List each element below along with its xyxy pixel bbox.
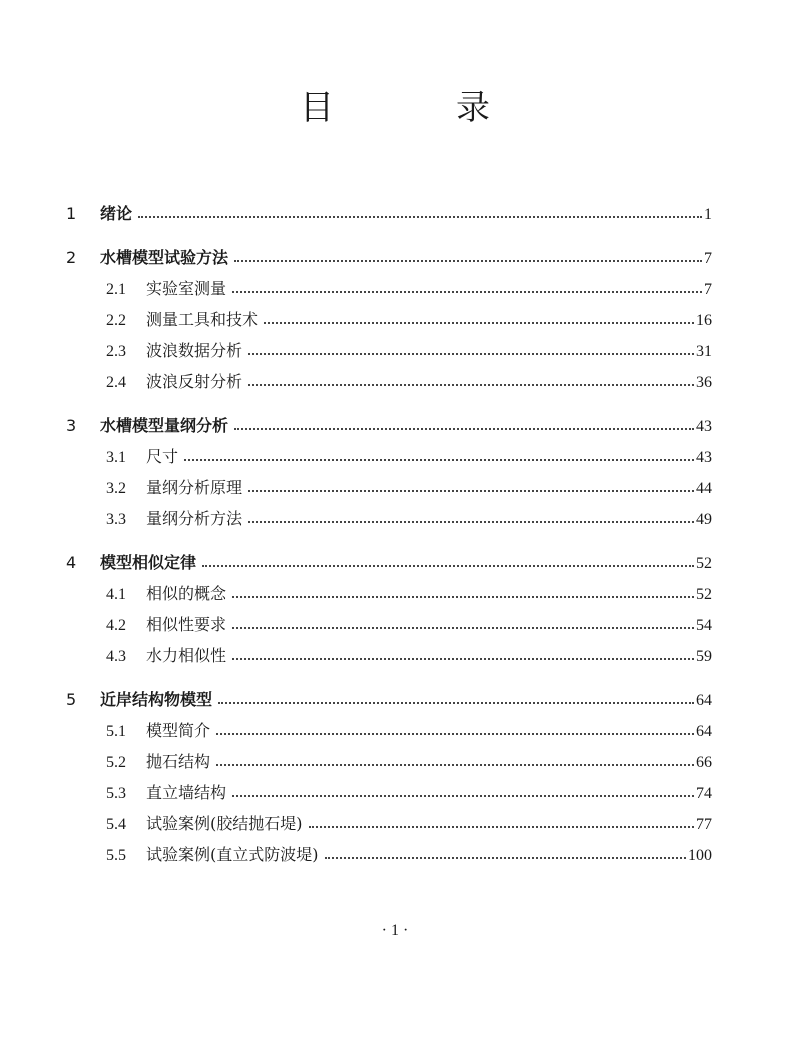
dot-leader bbox=[234, 427, 694, 430]
toc-section-entry[interactable] bbox=[66, 715, 712, 746]
dot-leader bbox=[248, 352, 694, 355]
dot-leader bbox=[325, 856, 687, 859]
entry-number: 2.2 bbox=[106, 312, 126, 329]
entry-number: 5.5 bbox=[106, 847, 126, 864]
entry-title: 模型简介 bbox=[146, 721, 211, 740]
dot-leader bbox=[184, 458, 694, 461]
entry-title: 尺寸 bbox=[146, 447, 179, 466]
entry-page: 77 bbox=[696, 816, 712, 833]
toc-section-entry[interactable] bbox=[66, 304, 712, 335]
toc-section-entry[interactable] bbox=[66, 578, 712, 609]
dot-leader bbox=[232, 794, 694, 797]
entry-title: 波浪反射分析 bbox=[146, 372, 243, 391]
toc-section-entry[interactable] bbox=[66, 335, 712, 366]
entry-number: 2.1 bbox=[106, 281, 126, 298]
dot-leader bbox=[248, 489, 694, 492]
entry-number: 3.1 bbox=[106, 449, 126, 466]
entry-page: 49 bbox=[696, 511, 712, 528]
toc-section-entry[interactable] bbox=[66, 366, 712, 397]
dot-leader bbox=[234, 259, 702, 262]
dot-leader bbox=[264, 321, 694, 324]
entry-title: 实验室测量 bbox=[146, 279, 227, 298]
entry-page: 43 bbox=[696, 449, 712, 466]
toc-section-entry[interactable] bbox=[66, 273, 712, 304]
table-of-contents bbox=[66, 198, 712, 883]
entry-number: 2 bbox=[66, 248, 77, 267]
toc-chapter-entry[interactable] bbox=[66, 410, 712, 441]
page-number: · 1 · bbox=[381, 922, 409, 939]
entry-number: 5 bbox=[66, 690, 77, 709]
entry-page: 64 bbox=[696, 692, 712, 709]
entry-title: 相似的概念 bbox=[146, 584, 227, 603]
entry-page: 7 bbox=[704, 250, 712, 267]
toc-chapter-entry[interactable] bbox=[66, 684, 712, 715]
dot-leader bbox=[216, 732, 694, 735]
dot-leader bbox=[232, 657, 694, 660]
entry-title: 波浪数据分析 bbox=[146, 341, 243, 360]
entry-number: 1 bbox=[66, 204, 77, 223]
toc-chapter-1 bbox=[66, 198, 712, 229]
entry-page: 43 bbox=[696, 418, 712, 435]
dot-leader bbox=[232, 595, 694, 598]
entry-page: 36 bbox=[696, 374, 712, 391]
page-title: 目 录 bbox=[300, 88, 534, 128]
dot-leader bbox=[232, 290, 702, 293]
toc-section-entry[interactable] bbox=[66, 472, 712, 503]
toc-section-entry[interactable] bbox=[66, 808, 712, 839]
entry-title: 绪论 bbox=[100, 204, 133, 223]
entry-title: 试验案例(直立式防波堤) bbox=[146, 845, 319, 864]
entry-number: 4 bbox=[66, 553, 77, 572]
entry-page: 44 bbox=[696, 480, 712, 497]
toc-section-entry[interactable] bbox=[66, 640, 712, 671]
dot-leader bbox=[248, 520, 694, 523]
entry-title: 量纲分析方法 bbox=[146, 509, 243, 528]
entry-page: 7 bbox=[704, 281, 712, 298]
entry-number: 3.3 bbox=[106, 511, 126, 528]
entry-number: 5.2 bbox=[106, 754, 126, 771]
dot-leader bbox=[218, 701, 694, 704]
entry-title: 相似性要求 bbox=[146, 615, 227, 634]
entry-page: 16 bbox=[696, 312, 712, 329]
entry-title: 水槽模型量纲分析 bbox=[100, 416, 229, 435]
entry-number: 3 bbox=[66, 416, 77, 435]
entry-number: 4.3 bbox=[106, 648, 126, 665]
toc-chapter-5 bbox=[66, 684, 712, 870]
entry-title: 水槽模型试验方法 bbox=[100, 248, 229, 267]
entry-title: 模型相似定律 bbox=[100, 553, 197, 572]
entry-page: 64 bbox=[696, 723, 712, 740]
dot-leader bbox=[202, 564, 694, 567]
entry-page: 74 bbox=[696, 785, 712, 802]
entry-page: 1 bbox=[704, 206, 712, 223]
entry-number: 2.3 bbox=[106, 343, 126, 360]
entry-page: 54 bbox=[696, 617, 712, 634]
toc-chapter-3 bbox=[66, 410, 712, 534]
entry-number: 3.2 bbox=[106, 480, 126, 497]
entry-page: 66 bbox=[696, 754, 712, 771]
entry-title: 试验案例(胶结抛石堤) bbox=[146, 814, 303, 833]
toc-chapter-2 bbox=[66, 242, 712, 397]
entry-title: 测量工具和技术 bbox=[146, 310, 259, 329]
toc-section-entry[interactable] bbox=[66, 441, 712, 472]
entry-title: 水力相似性 bbox=[146, 646, 227, 665]
toc-section-entry[interactable] bbox=[66, 609, 712, 640]
entry-page: 59 bbox=[696, 648, 712, 665]
dot-leader bbox=[232, 626, 694, 629]
entry-number: 4.2 bbox=[106, 617, 126, 634]
toc-section-entry[interactable] bbox=[66, 746, 712, 777]
entry-number: 5.4 bbox=[106, 816, 126, 833]
toc-chapter-entry[interactable] bbox=[66, 242, 712, 273]
entry-title: 直立墙结构 bbox=[146, 783, 227, 802]
entry-title: 量纲分析原理 bbox=[146, 478, 243, 497]
dot-leader bbox=[248, 383, 694, 386]
toc-chapter-entry[interactable] bbox=[66, 198, 712, 229]
entry-page: 31 bbox=[696, 343, 712, 360]
entry-page: 100 bbox=[688, 847, 712, 864]
dot-leader bbox=[216, 763, 694, 766]
toc-section-entry[interactable] bbox=[66, 503, 712, 534]
dot-leader bbox=[138, 215, 702, 218]
entry-number: 5.1 bbox=[106, 723, 126, 740]
toc-chapter-4 bbox=[66, 547, 712, 671]
entry-title: 近岸结构物模型 bbox=[100, 690, 213, 709]
entry-page: 52 bbox=[696, 586, 712, 603]
toc-chapter-entry[interactable] bbox=[66, 547, 712, 578]
toc-section-entry[interactable] bbox=[66, 777, 712, 808]
entry-number: 2.4 bbox=[106, 374, 126, 391]
toc-section-entry[interactable] bbox=[66, 839, 712, 870]
entry-page: 52 bbox=[696, 555, 712, 572]
entry-title: 抛石结构 bbox=[146, 752, 211, 771]
entry-number: 5.3 bbox=[106, 785, 126, 802]
entry-number: 4.1 bbox=[106, 586, 126, 603]
dot-leader bbox=[309, 825, 695, 828]
